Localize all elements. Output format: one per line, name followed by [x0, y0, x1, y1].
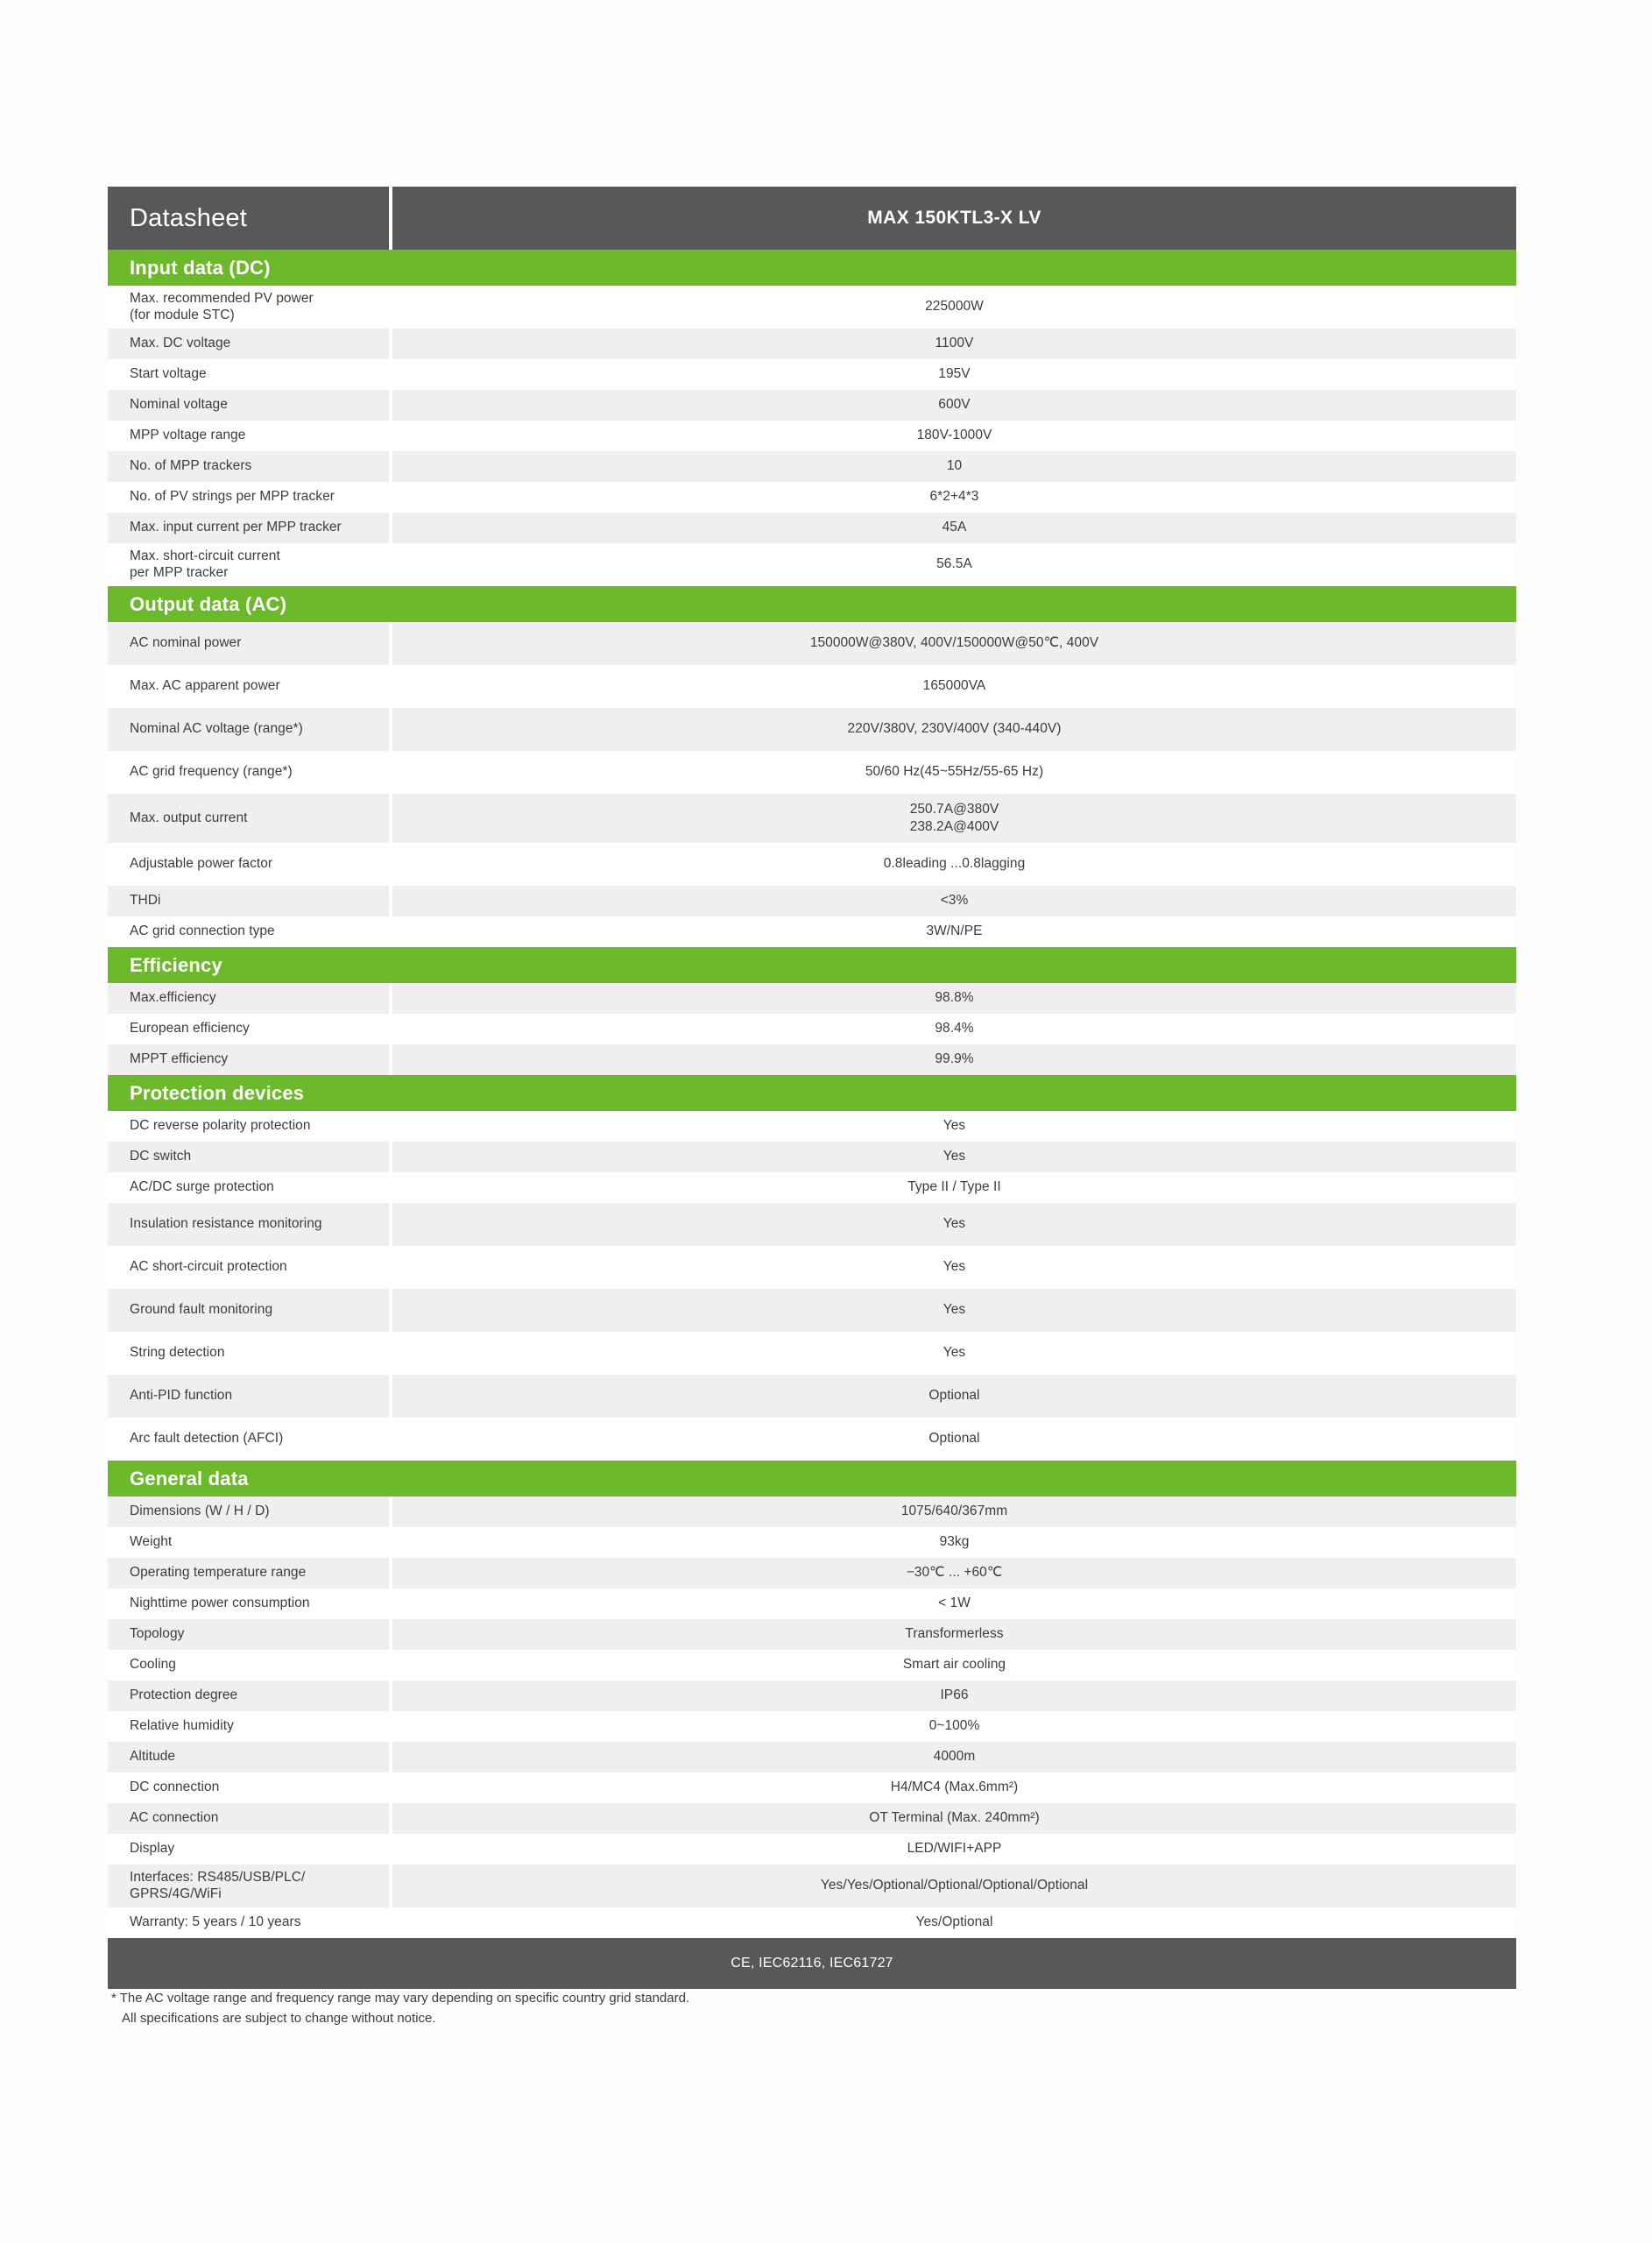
spec-label-cell: [108, 329, 392, 359]
spec-label: Protection degree: [130, 1688, 238, 1703]
spec-value: Smart air cooling: [902, 1657, 1006, 1673]
spec-label-cell: [108, 1680, 392, 1711]
spec-value-cell: [392, 1558, 1516, 1588]
certifications-text: CE, IEC62116, IEC61727: [731, 1956, 893, 1971]
spec-row: [108, 329, 1516, 359]
spec-value: Transformerless: [905, 1626, 1004, 1642]
spec-label: AC grid frequency (range*): [130, 764, 293, 780]
spec-value: 56.5A: [936, 556, 972, 572]
spec-row: [108, 794, 1516, 843]
section-header: [108, 1461, 1516, 1497]
spec-label-cell: [108, 1742, 392, 1772]
model-name: MAX 150KTL3-X LV: [867, 208, 1041, 228]
spec-label-cell: [108, 1203, 392, 1246]
spec-label: DC connection: [130, 1780, 220, 1795]
spec-label: Max. output current: [130, 810, 248, 825]
spec-label-cell: [108, 843, 392, 886]
spec-row: [108, 1907, 1516, 1938]
spec-value-cell: [392, 1289, 1516, 1332]
spec-value-cell: [392, 1203, 1516, 1246]
spec-value-cell: [392, 1680, 1516, 1711]
spec-value-cell: [392, 1375, 1516, 1418]
spec-value: OT Terminal (Max. 240mm²): [869, 1810, 1040, 1826]
spec-value-cell: [392, 286, 1516, 329]
spec-label: Anti-PID function: [130, 1388, 233, 1404]
spec-row: [108, 1803, 1516, 1834]
datasheet-title-bar: [108, 187, 1516, 250]
section-header-label: Protection devices: [130, 1081, 305, 1104]
spec-label: String detection: [130, 1345, 225, 1361]
spec-label: DC reverse polarity protection: [130, 1118, 311, 1134]
spec-label: No. of PV strings per MPP tracker: [130, 489, 335, 505]
spec-value-cell: [392, 1246, 1516, 1289]
spec-label-cell: [108, 1246, 392, 1289]
footnote-line-2: All specifications are subject to change without notice.: [122, 2010, 436, 2026]
spec-label-cell: [108, 983, 392, 1014]
section-header-label: Efficiency: [130, 953, 222, 976]
spec-row: [108, 1332, 1516, 1375]
spec-label: Nominal voltage: [130, 397, 228, 413]
spec-label-cell: [108, 286, 392, 329]
spec-row: [108, 286, 1516, 329]
spec-value-cell: [392, 794, 1516, 843]
spec-row: [108, 1375, 1516, 1418]
spec-row: [108, 543, 1516, 586]
spec-row: [108, 665, 1516, 708]
spec-label-cell: [108, 482, 392, 513]
spec-label-cell: [108, 665, 392, 708]
spec-row: [108, 1680, 1516, 1711]
spec-value-cell: [392, 1650, 1516, 1680]
spec-label-cell: [108, 543, 392, 586]
spec-value-cell: [392, 1014, 1516, 1044]
spec-row: [108, 1014, 1516, 1044]
spec-value: 3W/N/PE: [926, 923, 983, 939]
spec-label-cell: [108, 708, 392, 751]
spec-value: 98.8%: [935, 990, 974, 1006]
spec-value-cell: [392, 1834, 1516, 1864]
spec-value: 150000W@380V, 400V/150000W@50℃, 400V: [809, 635, 1099, 651]
spec-value: 195V: [938, 366, 971, 382]
spec-value-cell: [392, 359, 1516, 390]
spec-label: Interfaces: RS485/USB/PLC/ GPRS/4G/WiFi: [130, 1869, 306, 1901]
spec-label-cell: [108, 1907, 392, 1938]
spec-value: 600V: [938, 397, 971, 413]
spec-value-cell: [392, 751, 1516, 794]
spec-value-cell: [392, 1742, 1516, 1772]
spec-row: [108, 886, 1516, 916]
spec-row: [108, 843, 1516, 886]
spec-value-cell: [392, 390, 1516, 421]
spec-value-cell: [392, 482, 1516, 513]
spec-row: [108, 1527, 1516, 1558]
section-rows: [108, 622, 1516, 947]
spec-label-cell: [108, 1142, 392, 1172]
spec-value-cell: [392, 421, 1516, 451]
spec-value-cell: [392, 513, 1516, 543]
spec-row: [108, 451, 1516, 482]
spec-value-cell: [392, 708, 1516, 751]
spec-label-cell: [108, 1834, 392, 1864]
spec-value-cell: [392, 665, 1516, 708]
spec-row: [108, 916, 1516, 947]
spec-label: Adjustable power factor: [130, 856, 273, 872]
spec-label: AC/DC surge protection: [130, 1179, 274, 1195]
spec-value: Yes: [942, 1259, 966, 1275]
spec-value: 1075/640/367mm: [900, 1504, 1008, 1519]
spec-row: [108, 1588, 1516, 1619]
spec-row: [108, 1834, 1516, 1864]
sections-container: [108, 250, 1516, 1938]
spec-label-cell: [108, 751, 392, 794]
spec-table: [108, 187, 1516, 1989]
spec-label: Max.efficiency: [130, 990, 216, 1006]
datasheet-title-cell: [108, 187, 392, 250]
spec-label-cell: [108, 513, 392, 543]
spec-value: 98.4%: [935, 1021, 974, 1037]
spec-value-cell: [392, 1803, 1516, 1834]
spec-label: Relative humidity: [130, 1718, 234, 1734]
spec-label: Display: [130, 1841, 175, 1857]
spec-row: [108, 1497, 1516, 1527]
spec-value: Yes: [942, 1216, 966, 1232]
spec-value: <3%: [940, 893, 969, 909]
section-rows: [108, 1497, 1516, 1938]
spec-value: Yes: [942, 1345, 966, 1361]
spec-label: Ground fault monitoring: [130, 1302, 273, 1318]
spec-label: European efficiency: [130, 1021, 250, 1037]
spec-value-cell: [392, 1864, 1516, 1907]
spec-label: Max. input current per MPP tracker: [130, 520, 342, 535]
section-header: [108, 947, 1516, 983]
spec-value-cell: [392, 1527, 1516, 1558]
spec-value-cell: [392, 1332, 1516, 1375]
spec-label: Arc fault detection (AFCI): [130, 1431, 284, 1447]
spec-row: [108, 1772, 1516, 1803]
spec-row: [108, 1172, 1516, 1203]
spec-label-cell: [108, 1588, 392, 1619]
spec-row: [108, 622, 1516, 665]
spec-label-cell: [108, 1289, 392, 1332]
spec-label-cell: [108, 794, 392, 843]
spec-value: 50/60 Hz(45~55Hz/55-65 Hz): [865, 764, 1044, 780]
spec-value-cell: [392, 1497, 1516, 1527]
spec-label-cell: [108, 1111, 392, 1142]
spec-value: Yes/Yes/Optional/Optional/Optional/Optional: [820, 1878, 1089, 1893]
spec-label-cell: [108, 1803, 392, 1834]
section-header-label: General data: [130, 1467, 249, 1489]
footnotes: [109, 1989, 1513, 2028]
spec-value: Yes: [942, 1118, 966, 1134]
spec-value: 1100V: [935, 336, 974, 351]
spec-label: THDi: [130, 893, 161, 909]
spec-label-cell: [108, 1375, 392, 1418]
spec-value-cell: [392, 451, 1516, 482]
spec-value-cell: [392, 1142, 1516, 1172]
spec-label: MPP voltage range: [130, 428, 246, 443]
spec-value-cell: [392, 329, 1516, 359]
spec-label: DC switch: [130, 1149, 192, 1164]
spec-value: 4000m: [933, 1749, 976, 1765]
spec-row: [108, 1650, 1516, 1680]
spec-value-cell: [392, 983, 1516, 1014]
section-header-label: Output data (AC): [130, 592, 287, 615]
spec-label: Start voltage: [130, 366, 207, 382]
spec-value-cell: [392, 543, 1516, 586]
spec-value: IP66: [940, 1688, 969, 1703]
spec-label: AC grid connection type: [130, 923, 275, 939]
spec-value: H4/MC4 (Max.6mm²): [890, 1780, 1019, 1795]
spec-label-cell: [108, 1864, 392, 1907]
spec-label-cell: [108, 1014, 392, 1044]
spec-value: 6*2+4*3: [929, 489, 979, 505]
spec-label-cell: [108, 1619, 392, 1650]
spec-label: AC nominal power: [130, 635, 242, 651]
spec-row: [108, 1558, 1516, 1588]
spec-value-cell: [392, 1711, 1516, 1742]
section-header: [108, 586, 1516, 622]
spec-label: AC connection: [130, 1810, 219, 1826]
spec-label: Altitude: [130, 1749, 176, 1765]
spec-value-cell: [392, 1044, 1516, 1075]
spec-value-cell: [392, 886, 1516, 916]
spec-label-cell: [108, 1332, 392, 1375]
spec-value: 165000VA: [922, 678, 986, 694]
spec-row: [108, 513, 1516, 543]
spec-label: MPPT efficiency: [130, 1051, 229, 1067]
spec-label-cell: [108, 916, 392, 947]
spec-value: Optional: [928, 1431, 980, 1447]
spec-value: 10: [946, 458, 963, 474]
spec-label-cell: [108, 390, 392, 421]
spec-row: [108, 708, 1516, 751]
spec-value: 180V-1000V: [916, 428, 992, 443]
spec-value-cell: [392, 1588, 1516, 1619]
section-rows: [108, 983, 1516, 1075]
spec-label: No. of MPP trackers: [130, 458, 252, 474]
spec-label: Weight: [130, 1534, 173, 1550]
spec-label: Max. recommended PV power (for module STC): [130, 290, 314, 322]
spec-label: Max. DC voltage: [130, 336, 231, 351]
spec-label: Dimensions (W / H / D): [130, 1504, 270, 1519]
spec-value-cell: [392, 1619, 1516, 1650]
spec-row: [108, 1711, 1516, 1742]
spec-label-cell: [108, 1527, 392, 1558]
spec-label-cell: [108, 359, 392, 390]
spec-label: Insulation resistance monitoring: [130, 1216, 322, 1232]
spec-value-cell: [392, 1907, 1516, 1938]
spec-value-cell: [392, 1111, 1516, 1142]
spec-value: Type II / Type II: [907, 1179, 1001, 1195]
spec-label-cell: [108, 1044, 392, 1075]
spec-row: [108, 359, 1516, 390]
spec-label-cell: [108, 1172, 392, 1203]
spec-row: [108, 1044, 1516, 1075]
spec-row: [108, 1111, 1516, 1142]
spec-label-cell: [108, 451, 392, 482]
spec-value: < 1W: [938, 1596, 971, 1611]
spec-value: 45A: [942, 520, 967, 535]
spec-label-cell: [108, 421, 392, 451]
footnote-line-1: * The AC voltage range and frequency range may vary depending on specific country grid standard.: [111, 1991, 690, 2006]
spec-label-cell: [108, 1558, 392, 1588]
spec-value: 250.7A@380V 238.2A@400V: [909, 801, 999, 834]
spec-row: [108, 751, 1516, 794]
spec-label-cell: [108, 1650, 392, 1680]
spec-label: Nighttime power consumption: [130, 1596, 310, 1611]
model-name-cell: [392, 187, 1516, 250]
spec-label-cell: [108, 1772, 392, 1803]
spec-value-cell: [392, 1772, 1516, 1803]
spec-value: 93kg: [939, 1534, 970, 1550]
spec-label: Max. AC apparent power: [130, 678, 280, 694]
spec-row: [108, 1619, 1516, 1650]
spec-row: [108, 1246, 1516, 1289]
spec-value-cell: [392, 843, 1516, 886]
section-header-label: Input data (DC): [130, 256, 271, 279]
spec-label-cell: [108, 1711, 392, 1742]
certifications-bar: [108, 1938, 1516, 1989]
spec-value-cell: [392, 1172, 1516, 1203]
spec-value: Optional: [928, 1388, 980, 1404]
spec-value-cell: [392, 1418, 1516, 1461]
spec-label-cell: [108, 1418, 392, 1461]
spec-row: [108, 1418, 1516, 1461]
section-header: [108, 1075, 1516, 1111]
section-rows: [108, 1111, 1516, 1461]
spec-value: 0~100%: [928, 1718, 980, 1734]
spec-value: 225000W: [925, 299, 984, 315]
spec-label-cell: [108, 1497, 392, 1527]
section-header: [108, 250, 1516, 286]
spec-value: Yes/Optional: [915, 1914, 993, 1930]
spec-value-cell: [392, 916, 1516, 947]
spec-row: [108, 1864, 1516, 1907]
page-title: Datasheet: [130, 203, 247, 232]
spec-row: [108, 1742, 1516, 1772]
spec-value: Yes: [942, 1149, 966, 1164]
spec-value: LED/WIFI+APP: [907, 1841, 1002, 1857]
spec-value-cell: [392, 622, 1516, 665]
spec-row: [108, 983, 1516, 1014]
spec-value: 99.9%: [935, 1051, 974, 1067]
spec-value: 220V/380V, 230V/400V (340-440V): [847, 721, 1062, 737]
spec-row: [108, 1142, 1516, 1172]
spec-row: [108, 390, 1516, 421]
spec-label: Operating temperature range: [130, 1565, 307, 1581]
spec-label-cell: [108, 622, 392, 665]
section-rows: [108, 286, 1516, 586]
spec-row: [108, 421, 1516, 451]
spec-row: [108, 1203, 1516, 1246]
spec-label: Topology: [130, 1626, 185, 1642]
spec-value: 0.8leading ...0.8lagging: [883, 856, 1026, 872]
spec-label: Nominal AC voltage (range*): [130, 721, 303, 737]
spec-label: Cooling: [130, 1657, 176, 1673]
spec-label-cell: [108, 886, 392, 916]
spec-label: Max. short-circuit current per MPP tracker: [130, 548, 280, 580]
spec-value: −30℃ ... +60℃: [906, 1565, 1003, 1581]
spec-label: Warranty: 5 years / 10 years: [130, 1914, 301, 1930]
spec-row: [108, 1289, 1516, 1332]
spec-row: [108, 482, 1516, 513]
spec-label: AC short-circuit protection: [130, 1259, 287, 1275]
spec-value: Yes: [942, 1302, 966, 1318]
